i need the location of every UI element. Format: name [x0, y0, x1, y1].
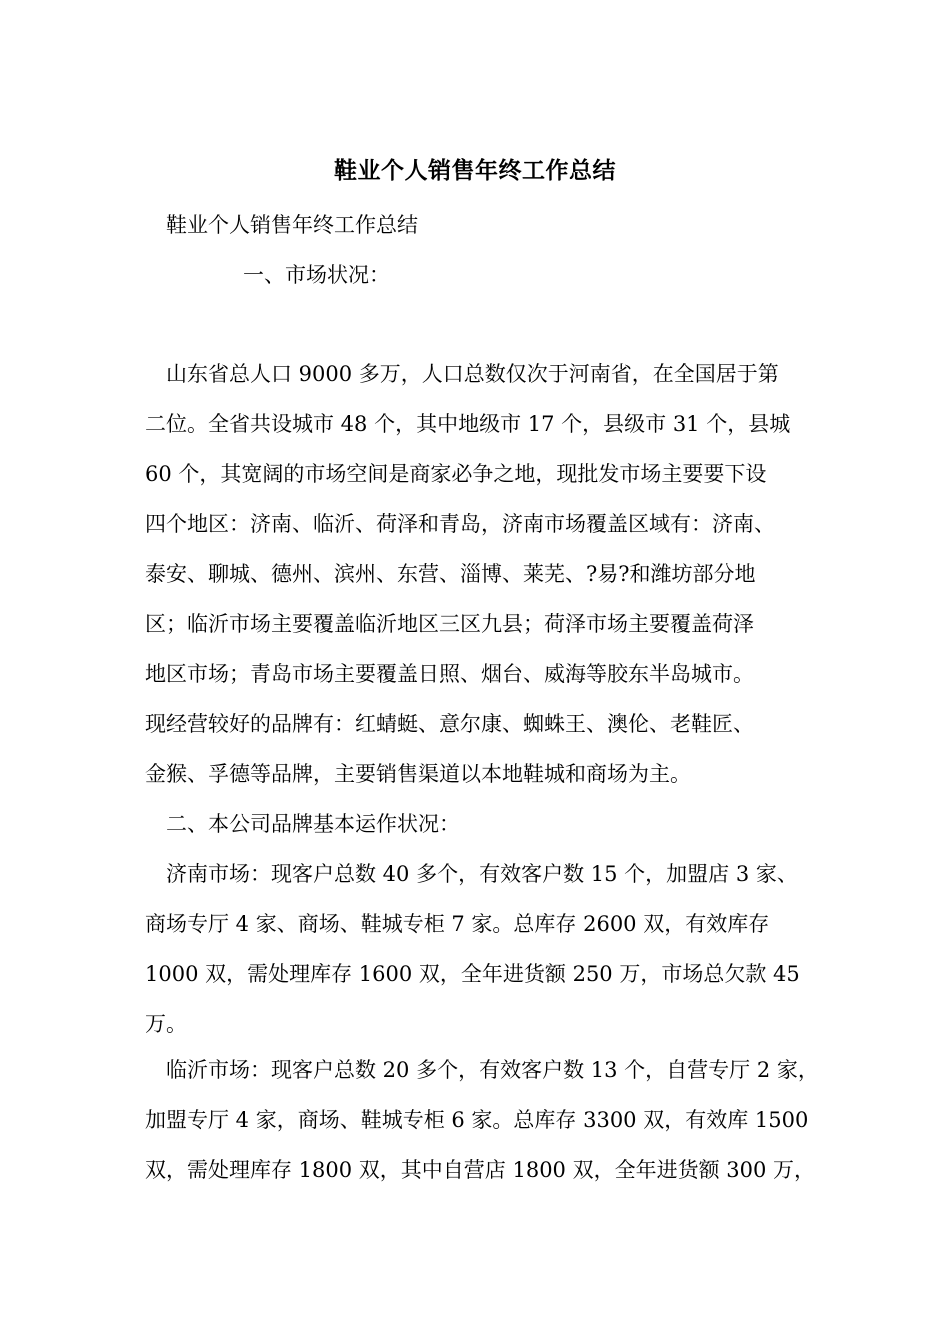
paragraph-line: 加盟专厅 4 家，商场、鞋城专柜 6 家。总库存 3300 双，有效库 1500 [145, 1108, 809, 1132]
paragraph-line: 60 个，其宽阔的市场空间是商家必争之地，现批发市场主要要下设 [145, 462, 767, 486]
paragraph-line: 地区市场；青岛市场主要覆盖日照、烟台、威海等胶东半岛城市。 [145, 662, 754, 686]
paragraph-line: 商场专厅 4 家、商场、鞋城专柜 7 家。总库存 2600 双，有效库存 [145, 912, 770, 936]
paragraph-line: 万。 [145, 1012, 187, 1036]
document-subtitle: 鞋业个人销售年终工作总结 [166, 213, 418, 237]
paragraph-line: 双，需处理库存 1800 双，其中自营店 1800 双，全年进货额 300 万， [145, 1158, 816, 1182]
paragraph-line: 山东省总人口 9000 多万，人口总数仅次于河南省，在全国居于第 [166, 362, 779, 386]
paragraph-line: 金猴、孚德等品牌，主要销售渠道以本地鞋城和商场为主。 [145, 762, 691, 786]
paragraph-line: 临沂市场：现客户总数 20 多个，有效客户数 13 个，自营专厅 2 家， [166, 1058, 819, 1082]
paragraph-line: 四个地区：济南、临沂、荷泽和青岛，济南市场覆盖区域有：济南、 [145, 512, 775, 536]
document-title: 鞋业个人销售年终工作总结 [334, 157, 616, 184]
paragraph-jinan-market [145, 849, 835, 1049]
paragraph-line: 济南市场：现客户总数 40 多个，有效客户数 15 个，加盟店 3 家、 [166, 862, 798, 886]
paragraph-line: 1000 双，需处理库存 1600 双，全年进货额 250 万，市场总欠款 45 [145, 962, 800, 986]
paragraph-line: 二位。全省共设城市 48 个，其中地级市 17 个，县级市 31 个，县城 [145, 412, 791, 436]
paragraph-line: 泰安、聊城、德州、滨州、东营、淄博、莱芜、?易?和潍坊部分地 [145, 562, 756, 586]
paragraph-line: 区；临沂市场主要覆盖临沂地区三区九县；荷泽市场主要覆盖荷泽 [145, 612, 754, 636]
section-heading-brand-operation: 二、本公司品牌基本运作状况： [166, 812, 460, 836]
section-heading-brand-operation-wrapper [145, 799, 835, 849]
paragraph-linyi-market [145, 1045, 835, 1195]
paragraph-shandong-market [145, 349, 835, 799]
section-heading-market: 一、市场状况： [243, 263, 390, 287]
paragraph-line: 现经营较好的品牌有：红蜻蜓、意尔康、蜘蛛王、澳伦、老鞋匠、 [145, 712, 754, 736]
